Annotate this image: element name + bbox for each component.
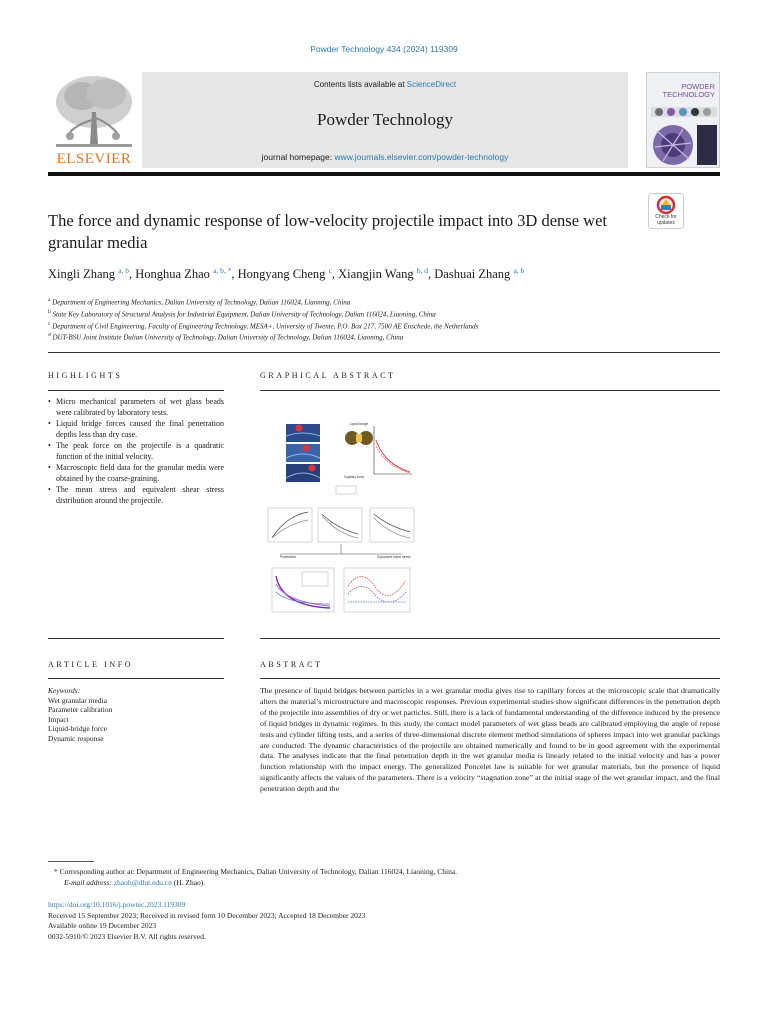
abstract-rule — [260, 678, 720, 679]
affiliation-mark: d — [48, 332, 51, 339]
ga-label-liquid-bridge: Liquid bridge — [349, 422, 369, 426]
highlight-item: • The mean stress and equivalent shear stress distribution around the projectile. — [48, 484, 224, 506]
affiliation-text: State Key Laboratory of Structural Analysis for Industrial Equipment, Dalian University of Technology, Dalian 116024, Liaoning, China — [52, 310, 436, 319]
affiliation-text: DUT-BSU Joint Institute Dalian University of Technology, Dalian University of Technology, Dalian 116024, Liaoning, China — [52, 333, 404, 342]
highlight-item: • Micro mechanical parameters of wet glass beads were calibrated by laboratory tests. — [48, 396, 224, 418]
author-affiliation-mark[interactable]: c — [328, 266, 332, 275]
received-dates: Received 15 September 2023; Received in revised form 10 December 2023; Accepted 18 December 2023 — [48, 910, 366, 920]
email-line — [48, 877, 720, 888]
author-name[interactable]: Honghua Zhao — [135, 267, 210, 282]
author-affiliation-mark[interactable]: a, b, * — [213, 266, 232, 275]
footnote-rule — [48, 861, 94, 862]
affiliation-text: Department of Engineering Mechanics, Dalian University of Technology, Dalian 116024, Liaoning, China — [52, 298, 351, 307]
cover-title-line1: POWDER — [681, 82, 715, 91]
author-affiliation-mark[interactable]: a, b — [118, 266, 129, 275]
article-info-heading: ARTICLE INFO — [48, 660, 134, 669]
affiliation-item — [48, 331, 728, 343]
corresponding-author-note — [48, 866, 720, 877]
journal-cover[interactable] — [646, 72, 720, 168]
journal-homepage-link[interactable]: www.journals.elsevier.com/powder-technology — [334, 152, 509, 162]
highlight-item: • Macroscopic field data for the granular media were obtained by the coarse-graining. — [48, 462, 224, 484]
graphical-abstract-rule — [260, 390, 720, 391]
cover-title-line2: TECHNOLOGY — [662, 90, 715, 99]
corresponding-author-text: Corresponding author at: Department of Engineering Mechanics, Dalian University of Technology, Dalian 116024, Liaoning, China. — [59, 867, 458, 876]
doi-link[interactable]: https://doi.org/10.1016/j.powtec.2023.119309 — [48, 900, 186, 909]
author-affiliation-mark[interactable]: a, b — [513, 266, 525, 275]
keyword-item: Impact — [48, 714, 69, 724]
journal-homepage-line — [142, 152, 628, 162]
check-for-updates-icon — [648, 193, 684, 229]
affiliation-mark: b — [48, 308, 51, 315]
highlights-rule — [48, 390, 224, 391]
email-suffix: (H. Zhao). — [173, 878, 206, 887]
abstract-text: The presence of liquid bridges between particles in a wet granular media gives rise to capillary forces at the microscopic scale that dramatically alters the material’s microstructure and macroscopic responses. Previous experimental studies show significant differences in the penetration depth of the projectile into assemblies of dry or wet particles. Still, there is a lack of fundamental understanding of the difference induced by the presence of liquid bridges in dynamic regimes. In this study, the contact model parameters of wet glass beads are calibrated employing the angle of repose tests and cylinder lifting tests, and a series of three-dimensional discrete element method simulations of spheres impact into wet granular packings are conducted. The dynamic characteristics of the projectile are obtained numerically and found to be in good agreement with the experimental data. The analyses indicate that the final penetration depth in the wet granular media is linearly related to the initial velocity and has a power function relationship with the impact energy. The generalized Poncelet law is suitable for wet granular materials, but the presence of liquid significantly affects the values of the parameters. There is a velocity “stagnation zone” at the initial stage of the wet granular impact, and the final penetration depth and the — [260, 686, 720, 794]
publication-info — [48, 900, 720, 942]
abstract-top-rule — [260, 638, 720, 639]
cover-art-image — [647, 103, 720, 168]
contents-available-line — [142, 80, 628, 89]
journal-reference[interactable]: Powder Technology 434 (2024) 119309 — [310, 44, 458, 54]
svg-text:Check for: Check for — [655, 214, 677, 220]
contents-prefix: Contents lists available at — [313, 80, 407, 89]
author-name[interactable]: Xiangjin Wang — [338, 267, 414, 282]
keywords-label: Keywords: — [48, 686, 81, 695]
highlights-list — [48, 396, 224, 506]
keyword-item: Liquid-bridge force — [48, 724, 107, 733]
author-name[interactable]: Dashuai Zhang — [434, 267, 511, 282]
abstract-heading: ABSTRACT — [260, 660, 323, 669]
ga-label-penetration: Penetration — [279, 555, 297, 559]
ga-label-shear: Equivalent shear stress — [377, 555, 411, 559]
affiliation-mark: c — [48, 320, 51, 327]
elsevier-tree-icon — [48, 72, 140, 152]
keyword-item: Dynamic response — [48, 733, 104, 743]
author-name[interactable]: Hongyang Cheng — [237, 267, 326, 282]
available-online: Available online 19 December 2023 — [48, 921, 157, 930]
highlight-item: • The peak force on the projectile is a quadratic function of the initial velocity. — [48, 440, 224, 462]
footnote-mark: * — [54, 867, 58, 876]
ga-label-capillary: Capillary force — [343, 475, 365, 479]
email-link[interactable]: zhaoh@dlut.edu.cn — [113, 878, 172, 887]
masthead-rule — [48, 172, 720, 176]
sciencedirect-link[interactable]: ScienceDirect — [406, 80, 457, 89]
graphical-abstract-heading: GRAPHICAL ABSTRACT — [260, 371, 396, 380]
article-info-rule — [48, 678, 224, 679]
highlight-item: • Liquid bridge forces caused the final penetration depths less than dry case. — [48, 418, 224, 440]
graphical-abstract-image — [266, 416, 416, 626]
article-info-top-rule — [48, 638, 224, 639]
affiliation-item — [48, 308, 728, 320]
check-for-updates-button[interactable] — [648, 193, 684, 229]
affiliation-text: Department of Civil Engineering, Faculty of Engineering Technology, MESA+, University of Twente, P.O. Box 217, 7500 AE Enschede, the Netherlands — [52, 321, 479, 330]
keyword-item: Wet granular media — [48, 695, 107, 705]
elsevier-logo — [48, 72, 140, 168]
article-title: The force and dynamic response of low-velocity projectile impact into 3D dense wet granular media — [48, 211, 607, 252]
copyright-line: 0032-5910/© 2023 Elsevier B.V. All rights reserved. — [48, 931, 206, 941]
graphical-abstract-figure[interactable] — [266, 416, 416, 626]
highlights-heading: HIGHLIGHTS — [48, 371, 123, 380]
homepage-prefix: journal homepage: — [261, 152, 335, 162]
journal-name: Powder Technology — [317, 110, 453, 129]
author-list: Xingli Zhang $^{a, b}$, Honghua Zhao $^{a, b, *}$, Hongyang Cheng $^c$, Xiangjin Wang $^{b, d}$, Dashuai Zhang $^{a, b}$ — [48, 266, 525, 282]
footnote — [48, 866, 720, 888]
author-affiliation-mark[interactable]: b, d — [416, 266, 429, 275]
email-label: E-mail address: — [64, 878, 112, 887]
affiliation-item — [48, 296, 728, 308]
author-name[interactable]: Xingli Zhang — [48, 267, 116, 282]
affiliation-mark: a — [48, 297, 51, 303]
elsevier-wordmark: ELSEVIER — [56, 151, 132, 167]
cover-title — [649, 83, 715, 99]
svg-text:updates: updates — [657, 220, 675, 226]
keyword-item: Parameter calibration — [48, 705, 113, 714]
keywords-block — [48, 686, 248, 743]
section-divider — [48, 352, 720, 353]
affiliation-item — [48, 320, 728, 332]
affiliations — [48, 296, 728, 343]
